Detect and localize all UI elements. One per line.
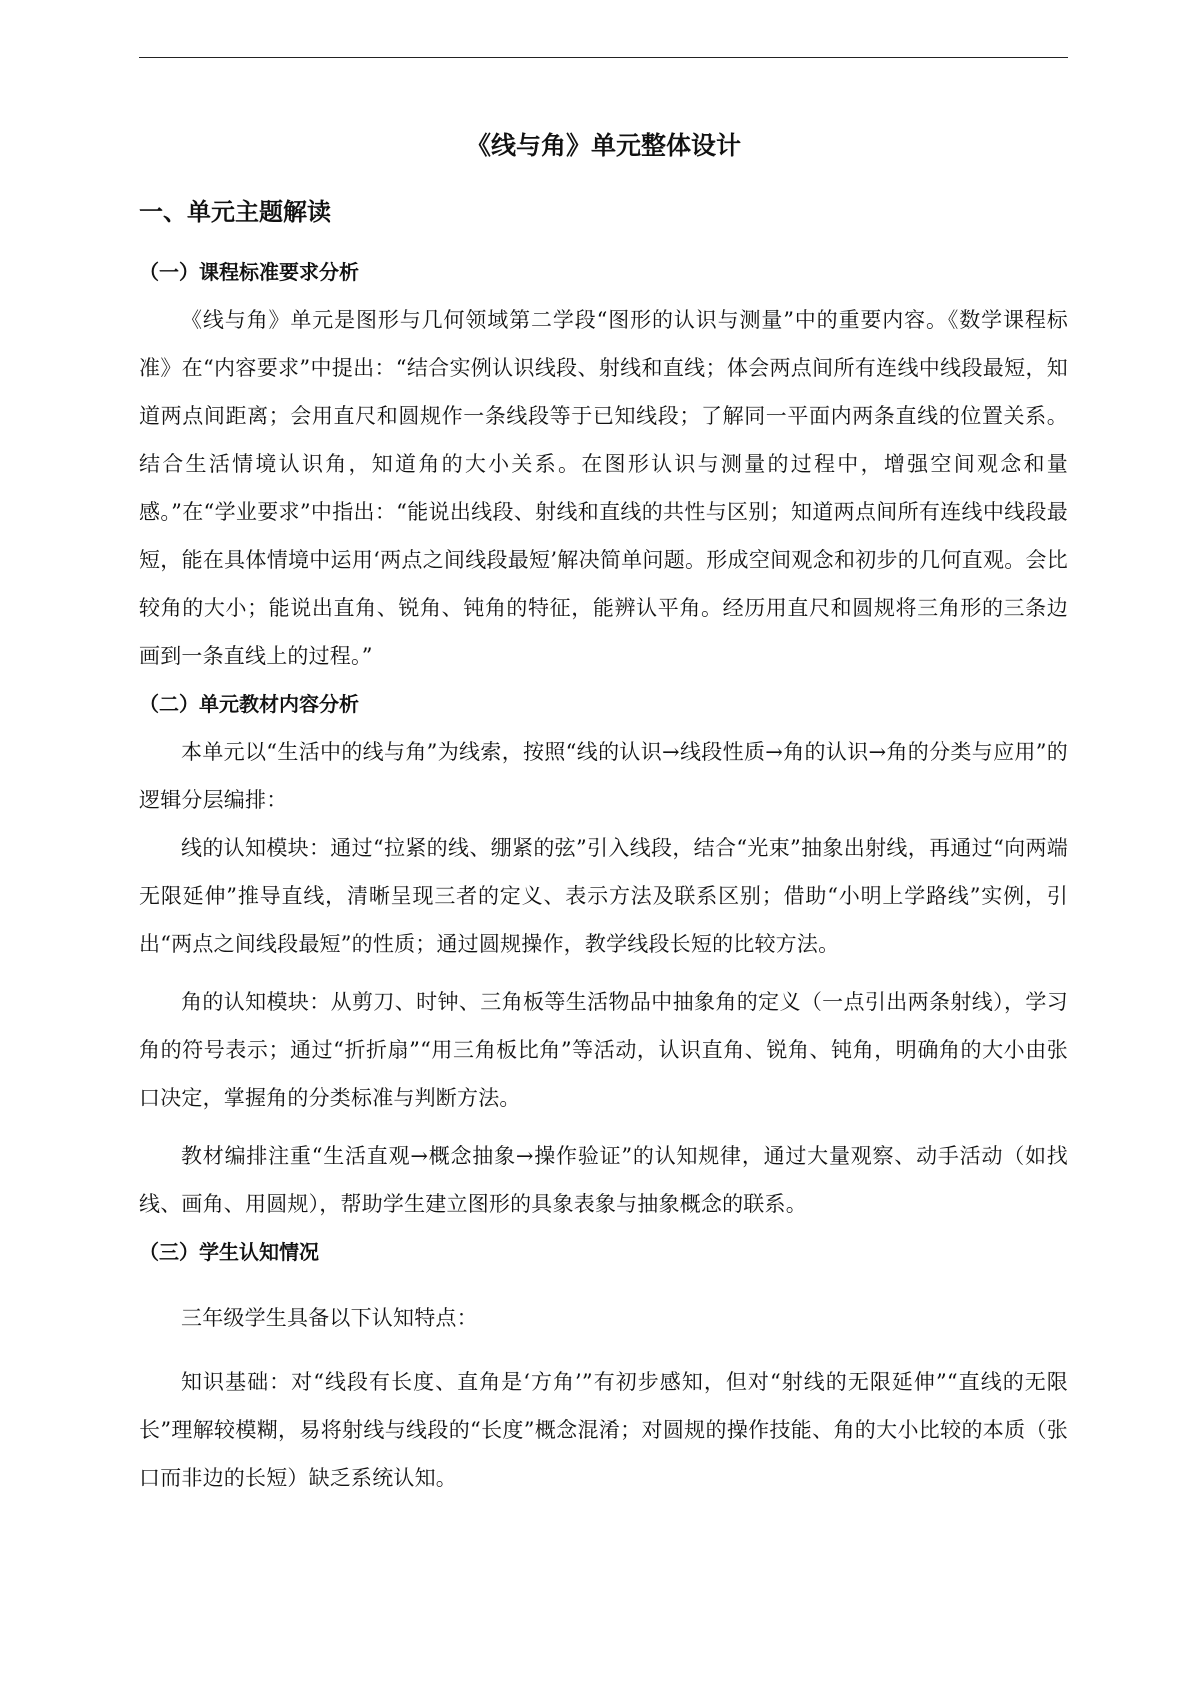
- subsection-heading-curriculum-standard: （一）课程标准要求分析: [139, 260, 359, 284]
- paragraph-line-module: 线的认知模块：通过“拉紧的线、绷紧的弦”引入线段，结合“光束”抽象出射线，再通过“向两端无限延伸”推导直线，清晰呈现三者的定义、表示方法及联系区别；借助“小明上学路线”实例，引出“两点之间线段最短”的性质；通过圆规操作，教学线段长短的比较方法。: [139, 836, 1068, 956]
- paragraph-angle-module: 角的认知模块：从剪刀、时钟、三角板等生活物品中抽象角的定义（一点引出两条射线），学习角的符号表示；通过“折折扇”“用三角板比角”等活动，认识直角、锐角、钝角，明确角的大小由张口决定，掌握角的分类标准与判断方法。: [139, 990, 1068, 1110]
- paragraph-knowledge-basis: 知识基础：对“线段有长度、直角是‘方角’”有初步感知，但对“射线的无限延伸”“直线的无限长”理解较模糊，易将射线与线段的“长度”概念混淆；对圆规的操作技能、角的大小比较的本质（张口而非边的长短）缺乏系统认知。: [139, 1370, 1068, 1490]
- header-rule: [139, 57, 1068, 58]
- document-body: [139, 126, 1068, 1502]
- paragraph-curriculum-standard: 《线与角》单元是图形与几何领域第二学段“图形的认识与测量”中的重要内容。《数学课程标准》在“内容要求”中提出：“结合实例认识线段、射线和直线；体会两点间所有连线中线段最短，知道两点间距离；会用直尺和圆规作一条线段等于已知线段；了解同一平面内两条直线的位置关系。结合生活情境认识角，知道角的大小关系。在图形认识与测量的过程中，增强空间观念和量感。”在“学业要求”中指出：“能说出线段、射线和直线的共性与区别；知道两点间所有连线中线段最短，能在具体情境中运用‘两点之间线段最短’解决简单问题。形成空间观念和初步的几何直观。会比较角的大小；能说出直角、锐角、钝角的特征，能辨认平角。经历用直尺和圆规将三角形的三条边画到一条直线上的过程。”: [139, 308, 1068, 668]
- paragraph-textbook-arrangement: 教材编排注重“生活直观→概念抽象→操作验证”的认知规律，通过大量观察、动手活动（如找线、画角、用圆规），帮助学生建立图形的具象表象与抽象概念的联系。: [139, 1144, 1068, 1216]
- subsection-heading-textbook-content: （二）单元教材内容分析: [139, 692, 359, 716]
- subsection-heading-student-cognition: （三）学生认知情况: [139, 1240, 319, 1264]
- section-heading-unit-theme: 一、单元主题解读: [139, 198, 331, 226]
- paragraph-cognition-intro: 三年级学生具备以下认知特点：: [181, 1306, 478, 1330]
- paragraph-textbook-intro: 本单元以“生活中的线与角”为线索，按照“线的认识→线段性质→角的认识→角的分类与应用”的逻辑分层编排：: [139, 740, 1068, 812]
- document-title: 《线与角》单元整体设计: [465, 131, 741, 160]
